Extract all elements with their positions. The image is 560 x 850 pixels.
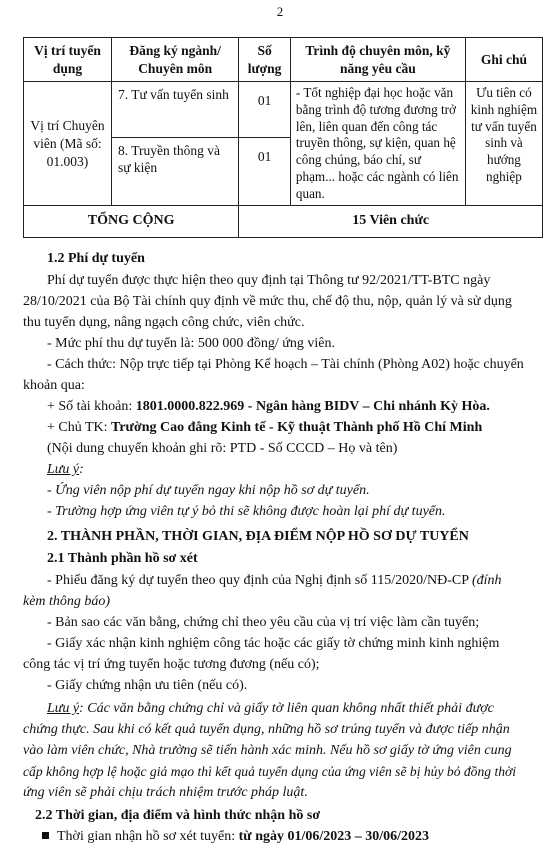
position-cell: Vị trí Chuyên viên (Mã số: 01.003)	[24, 82, 112, 206]
header-position: Vị trí tuyển dụng	[24, 38, 112, 82]
time-range: từ ngày 01/06/2023 – 30/06/2023	[238, 829, 430, 844]
section-heading-1-2: 1.2 Phí dự tuyển	[47, 251, 145, 266]
recruitment-table	[23, 37, 543, 238]
method-line: khoản qua:	[23, 378, 85, 393]
note-item: - Ứng viên nộp phí dự tuyển ngay khi nộp hồ sơ dự tuyển.	[47, 483, 370, 498]
holder-line	[47, 419, 482, 437]
section-heading-2-2: 2.2 Thời gian, địa điểm và hình thức nhận hồ sơ	[35, 808, 321, 823]
quantity-cell: 01	[239, 137, 291, 206]
account-line	[47, 398, 490, 416]
major-cell: 8. Truyền thông và sự kiện	[111, 137, 238, 206]
document-item	[47, 572, 502, 590]
note-cell: Ưu tiên có kinh nghiệm tư vấn tuyển sinh và hướng nghiệp	[465, 82, 542, 206]
quantity-cell: 01	[239, 82, 291, 138]
paragraph-line: 28/10/2021 của Bộ Tài chính quy định về mức thu, chế độ thu, nộp, quản lý và sử dụng	[23, 294, 512, 309]
page-number: 2	[276, 4, 284, 19]
note-line: ứng viên sẽ phải chịu trách nhiệm trước pháp luật.	[23, 785, 308, 800]
document-item: - Giấy chứng nhận ưu tiên (nếu có).	[47, 678, 248, 693]
note-label: Lưu ý	[47, 462, 80, 477]
note-line	[47, 700, 494, 718]
document-item-italic: (đính	[471, 573, 502, 588]
paragraph-line: Phí dự tuyển được thực hiện theo quy định tại Thông tư 92/2021/TT-BTC ngày	[47, 273, 491, 288]
requirement-cell: - Tốt nghiệp đại học hoặc văn bằng trình độ tương đương trở lên, liên quan đến công tác truyền thông, sự kiện, quan hệ công chúng, báo chí, sư phạm... hoặc các ngành có liên quan.	[290, 82, 465, 206]
paragraph-line: thu tuyển dụng, nâng ngạch công chức, viên chức.	[23, 315, 305, 330]
holder-name: Trường Cao đẳng Kinh tế - Kỹ thuật Thành phố Hồ Chí Minh	[111, 420, 483, 435]
total-row	[24, 206, 543, 237]
time-prefix: Thời gian nhận hồ sơ xét tuyển:	[57, 829, 239, 844]
holder-prefix: + Chủ TK:	[47, 420, 112, 435]
header-note: Ghi chú	[465, 38, 542, 82]
account-number: 1801.0000.822.969 - Ngân hàng BIDV – Chi nhánh Kỳ Hòa.	[135, 399, 490, 414]
note-line: vào làm viên chức, Nhà trường sẽ tiến hành xác minh. Nếu hồ sơ giấy tờ ứng viên cung	[23, 743, 512, 758]
header-major: Đăng ký ngành/ Chuyên môn	[111, 38, 238, 82]
note-line: cấp không hợp lệ hoặc giả mạo thì kết quả tuyển dụng của ứng viên sẽ bị hủy bỏ đồng thời	[23, 764, 517, 779]
note-text: : Các văn bằng chứng chỉ và giấy tờ liên quan không nhất thiết phải được	[79, 701, 494, 716]
total-label: TỔNG CỘNG	[24, 206, 239, 237]
note-item: - Trường hợp ứng viên tự ý bỏ thi sẽ không được hoàn lại phí dự tuyển.	[47, 504, 446, 519]
note-heading: Lưu ý:	[47, 462, 84, 477]
method-line: - Cách thức: Nộp trực tiếp tại Phòng Kế hoạch – Tài chính (Phòng A02) hoặc chuyển	[47, 357, 524, 372]
document-item: - Giấy xác nhận kinh nghiệm công tác hoặc các giấy tờ chứng minh kinh nghiệm	[47, 636, 500, 651]
table-row	[24, 82, 543, 138]
document-item: - Bản sao các văn bằng, chứng chỉ theo yêu cầu của vị trí việc làm cần tuyển;	[47, 615, 480, 630]
square-bullet-icon	[42, 832, 49, 839]
total-value: 15 Viên chức	[239, 206, 543, 237]
header-requirement: Trình độ chuyên môn, kỹ năng yêu cầu	[290, 38, 465, 82]
document-item-text: - Phiếu đăng ký dự tuyển theo quy định của Nghị định số 115/2020/NĐ-CP	[47, 573, 472, 588]
section-heading-2-1: 2.1 Thành phần hồ sơ xét	[47, 551, 198, 566]
document-item-italic: kèm thông báo)	[23, 594, 111, 609]
note-label: Lưu ý	[47, 701, 80, 716]
section-heading-2: 2. THÀNH PHẦN, THỜI GIAN, ĐỊA ĐIỂM NỘP HỒ SƠ DỰ TUYỂN	[47, 529, 469, 544]
document-item: công tác vị trí ứng tuyển hoặc tương đương (nếu có);	[23, 657, 320, 672]
fee-line: - Mức phí thu dự tuyển là: 500 000 đồng/ ứng viên.	[47, 336, 335, 351]
time-line	[42, 828, 429, 846]
header-quantity: Số lượng	[239, 38, 291, 82]
major-cell: 7. Tư vấn tuyển sinh	[111, 82, 238, 138]
table-header-row	[24, 38, 543, 82]
account-prefix: + Số tài khoản:	[47, 399, 136, 414]
transfer-content: (Nội dung chuyển khoản ghi rõ: PTD - Số CCCD – Họ và tên)	[47, 441, 398, 456]
note-line: chứng thực. Sau khi có kết quả tuyển dụng, những hồ sơ trúng tuyển và được tiếp nhận	[23, 722, 510, 737]
